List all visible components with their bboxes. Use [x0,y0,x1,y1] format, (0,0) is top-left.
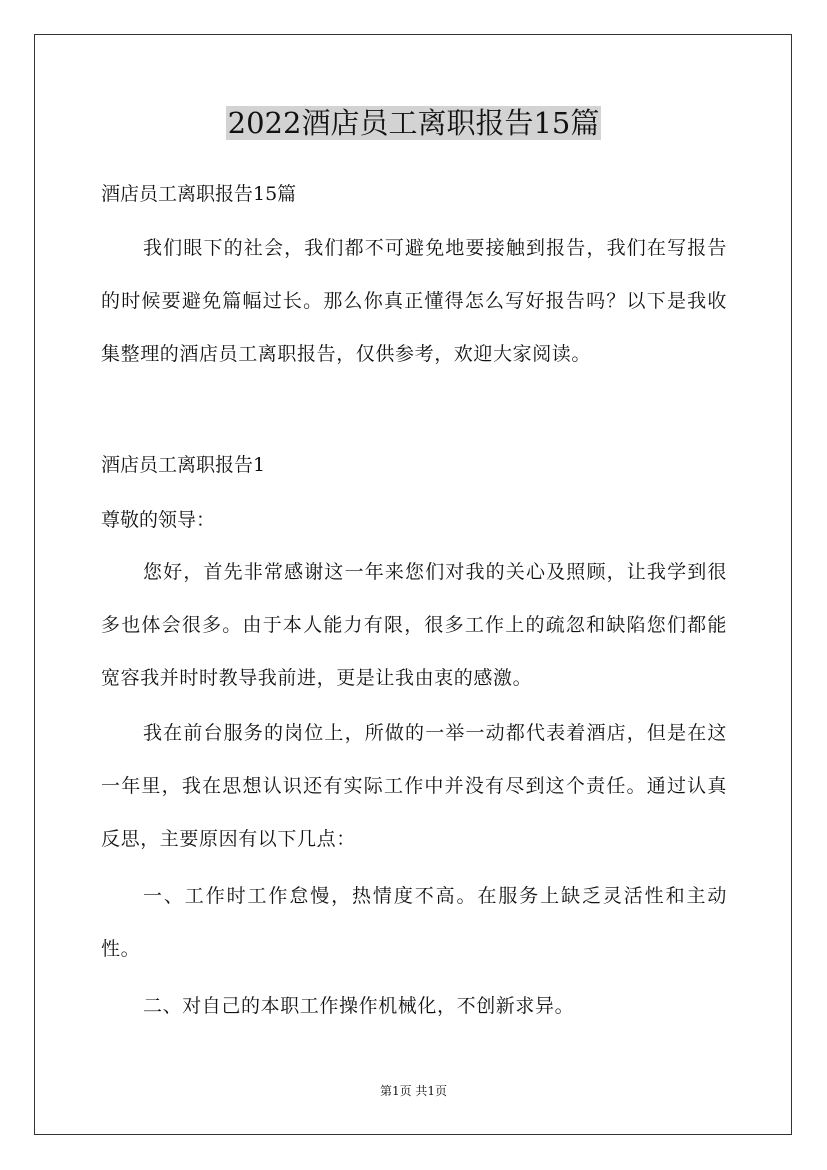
document-subtitle: 酒店员工离职报告15篇 [101,183,297,205]
page-footer: 第1页 共1页 [379,1084,448,1098]
body-paragraph: 我在前台服务的岗位上，所做的一举一动都代表着酒店，但是在这一年里，我在思想认识还有实际工作中并没有尽到这个责任。通过认真反思，主要原因有以下几点： [101,722,727,850]
body-paragraph: 您好，首先非常感谢这一年来您们对我的关心及照顾，让我学到很多也体会很多。由于本人能力有限，很多工作上的疏忽和缺陷您们都能宽容我并时时教导我前进，更是让我由衷的感激。 [101,561,727,689]
body-paragraph: 一、工作时工作怠慢，热情度不高。在服务上缺乏灵活性和主动性。 [101,885,727,960]
document-title-text: 2022酒店员工离职报告15篇 [227,106,600,140]
section-heading: 酒店员工离职报告1 [101,454,266,476]
body-paragraph: 二、对自己的本职工作操作机械化，不创新求异。 [143,995,575,1017]
document-title [0,104,827,142]
intro-paragraph: 我们眼下的社会，我们都不可避免地要接触到报告，我们在写报告的时候要避免篇幅过长。那么你真正懂得怎么写好报告吗？以下是我收集整理的酒店员工离职报告，仅供参考，欢迎大家阅读。 [101,237,727,365]
salutation: 尊敬的领导： [101,509,216,531]
